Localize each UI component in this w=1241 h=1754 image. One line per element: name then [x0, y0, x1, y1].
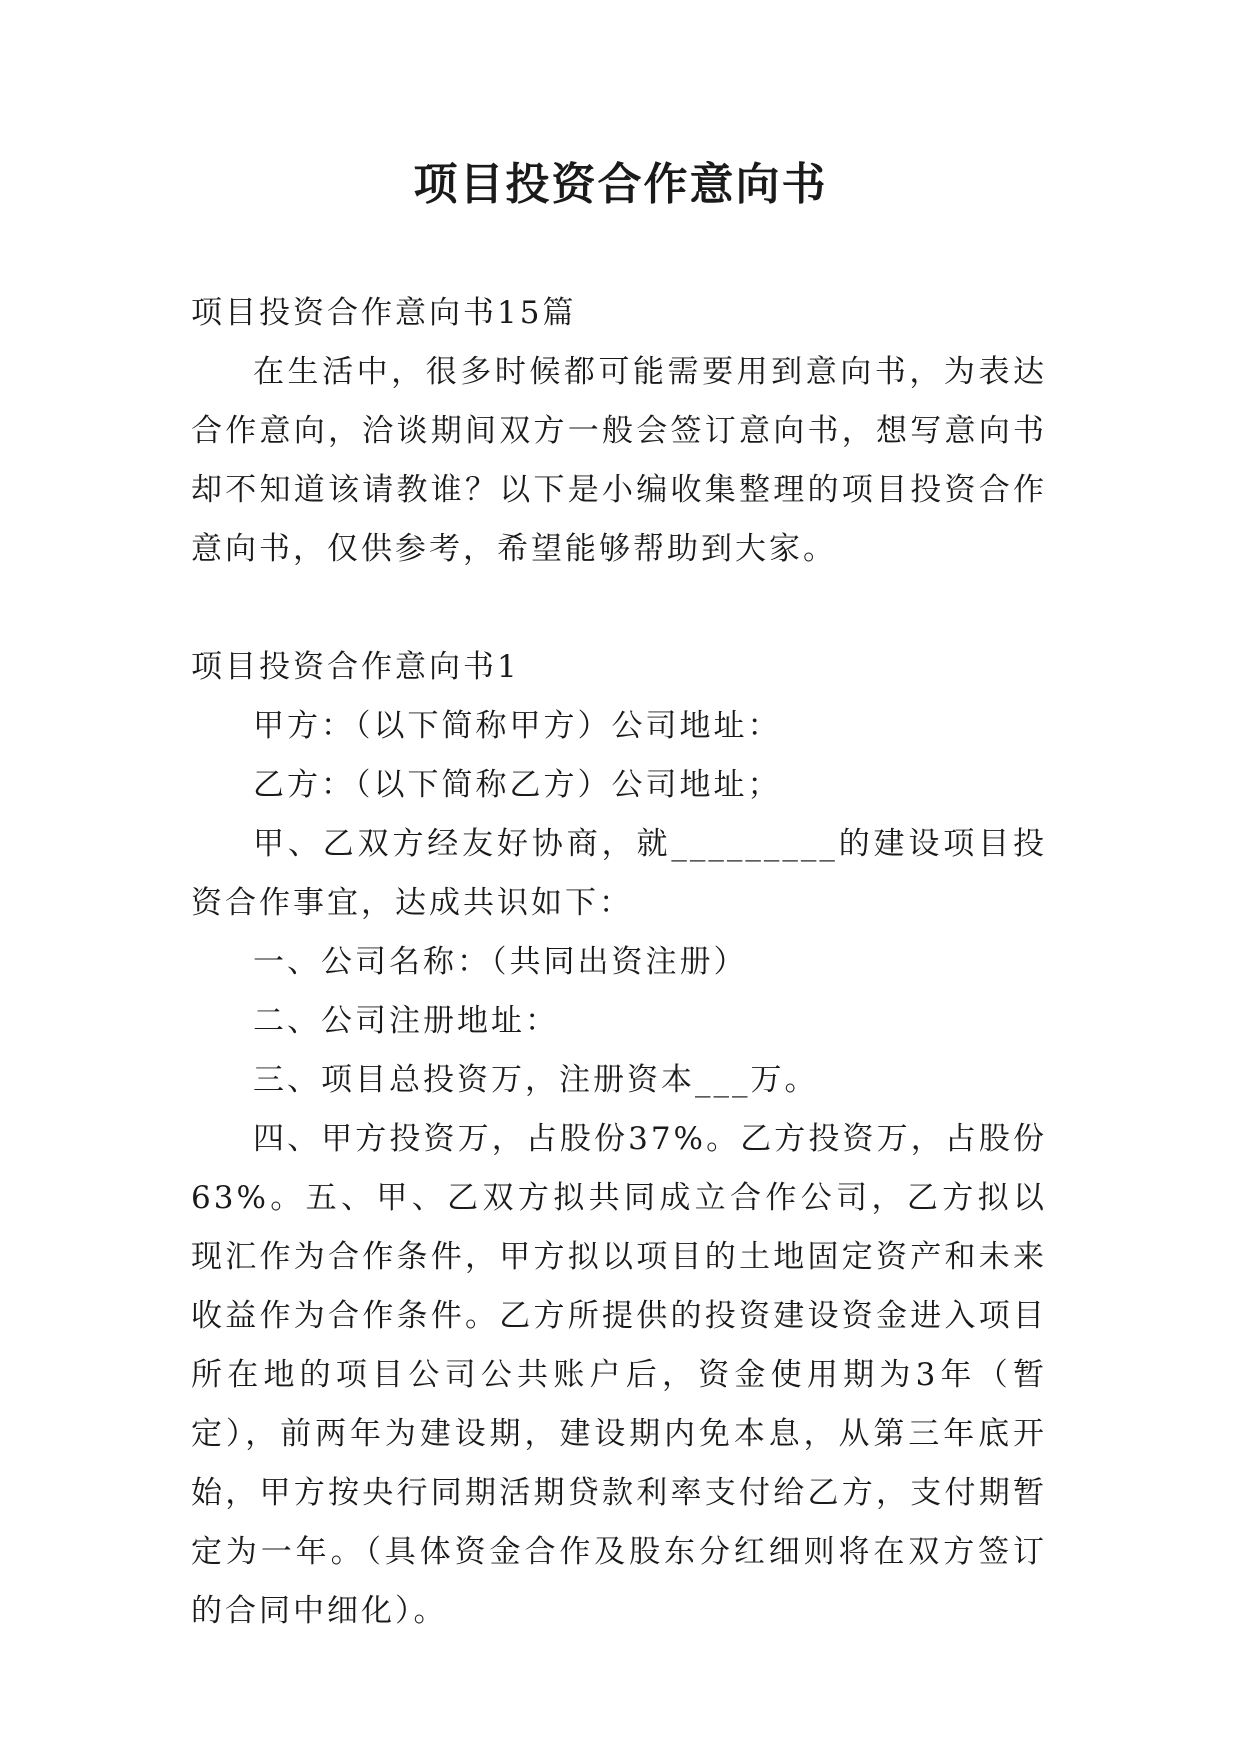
- party-b-line: 乙方：（以下简称乙方）公司地址；: [253, 767, 782, 803]
- clause-investment-terms: 四、甲方投资万，占股份37%。乙方投资万，占股份63%。五、甲、乙双方拟共同成立合作公司，乙方拟以现汇作为合作条件，甲方拟以项目的土地固定资产和未来收益作为合作条件。乙方所提供的投资建设资金进入项目所在地的项目公司公共账户后，资金使用期为3年（暂定），前两年为建设期，建设期内免本息，从第三年底开始，甲方按央行同期活期贷款利率支付给乙方，支付期暂定为一年。（具体资金合作及股东分红细则将在双方签订的合同中细化）。: [191, 1121, 1047, 1629]
- document-body: [191, 284, 1047, 1641]
- section-spacer: [191, 579, 1047, 638]
- clause-total-investment: 三、项目总投资万，注册资本___万。: [253, 1062, 819, 1098]
- clause-registered-address: 二、公司注册地址：: [253, 1003, 559, 1039]
- section-heading: 项目投资合作意向书1: [191, 649, 520, 685]
- clause-company-name: 一、公司名称：（共同出资注册）: [253, 944, 748, 980]
- party-a-line: 甲方：（以下简称甲方）公司地址：: [253, 708, 782, 744]
- intro-paragraph: 在生活中，很多时候都可能需要用到意向书，为表达合作意向，洽谈期间双方一般会签订意向书，想写意向书却不知道该请教谁？以下是小编收集整理的项目投资合作意向书，仅供参考，希望能够帮助到大家。: [191, 354, 1047, 567]
- series-heading: 项目投资合作意向书15篇: [191, 295, 577, 331]
- document-title: 项目投资合作意向书: [413, 159, 828, 210]
- agreement-preamble: 甲、乙双方经友好协商，就_________的建设项目投资合作事宜，达成共识如下：: [191, 826, 1047, 921]
